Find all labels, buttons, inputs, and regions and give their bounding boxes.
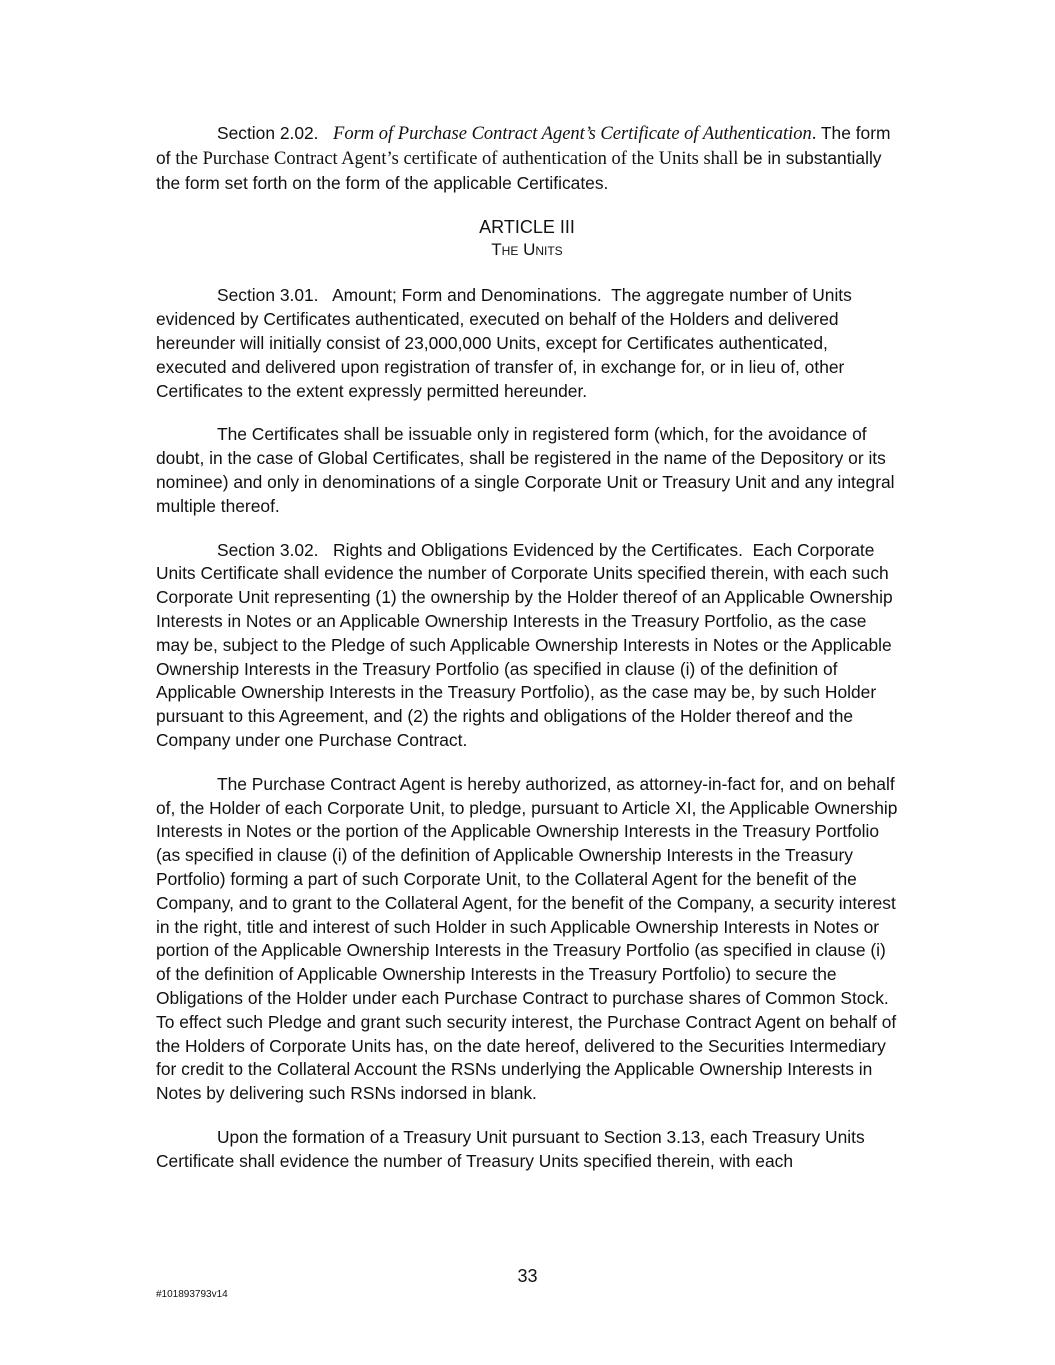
section-3-01-body: The aggregate number of Units evidenced by Certificates authenticated, executed on behalf of the Holders and delivered hereunder will initially consist of 23,000,000 Units, except for Certificates authenticated, executed and delivered upon registration of transfer of, in exchange for, or in lieu of, other Certificates to the extent expressly permitted hereunder. bbox=[156, 285, 852, 401]
section-3-01-number: Section 3.01. bbox=[217, 285, 319, 306]
section-3-02-paragraph bbox=[156, 539, 898, 753]
article-subheading: The Units bbox=[491, 240, 563, 260]
article-heading: ARTICLE III bbox=[479, 217, 575, 238]
section-2-02-text-c: be in substantially the form set forth on the form of the applicable Certificates. bbox=[156, 147, 882, 193]
section-2-02-text-a: The form of bbox=[156, 123, 891, 168]
section-3-02-title: Rights and Obligations Evidenced by the Certificates. bbox=[333, 539, 743, 560]
section-2-02-text-b: the Purchase Contract Agent’s certificate of authentication of the Units shall bbox=[175, 148, 739, 169]
section-3-02-number: Section 3.02. bbox=[217, 539, 319, 560]
document-id: #101893793v14 bbox=[156, 1289, 228, 1300]
section-3-02-paragraph-3: Upon the formation of a Treasury Unit pursuant to Section 3.13, each Treasury Units Certificate shall evidence the number of Treasury Units specified therein, with each bbox=[156, 1126, 865, 1171]
page-number: 33 bbox=[517, 1266, 538, 1286]
section-3-02-paragraph-2: The Purchase Contract Agent is hereby authorized, as attorney-in-fact for, and on behalf of, the Holder of each Corporate Unit, to pledge, pursuant to Article XI, the Applicable Ownership Interests in Notes or the portion of the Applicable Ownership Interests in the Treasury Portfolio (as specified in clause (i) of the definition of Applicable Ownership Interests in the Treasury Portfolio) forming a part of such Corporate Unit, to the Collateral Agent for the benefit of the Company, and to grant to the Collateral Agent, for the benefit of the Company, a security interest in the right, title and interest of such Holder in such Applicable Ownership Interests in Notes or portion of the Applicable Ownership Interests in the Treasury Portfolio (as specified in clause (i) of the definition of Applicable Ownership Interests in the Treasury Portfolio) to secure the Obligations of the Holder under each Purchase Contract to purchase shares of Common Stock. To effect such Pledge and grant such security interest, the Purchase Contract Agent on behalf of the Holders of Corporate Units has, on the date hereof, delivered to the Securities Intermediary for credit to the Collateral Account the RSNs underlying the Applicable Ownership Interests in Notes by delivering such RSNs indorsed in blank. bbox=[156, 773, 898, 1104]
section-3-01-title: Amount; Form and Denominations. bbox=[332, 285, 602, 306]
document-page bbox=[156, 122, 898, 1193]
section-2-02-paragraph: Section 2.02. Form of Purchase Contract Agent’s Certificate of Authentication. The form of the Purchase Contract Agent’s certificate of authentication of the Units shall be in substantially the form set forth on the form of the applicable Certificates. bbox=[156, 123, 891, 193]
section-3-02-body: Each Corporate Units Certificate shall evidence the number of Corporate Units specified therein, with each such Corporate Unit representing (1) the ownership by the Holder thereof of an Applicable Ownership Interests in Notes or an Applicable Ownership Interests in the Treasury Portfolio, as the case may be, subject to the Pledge of such Applicable Ownership Interests in Notes or the Applicable Ownership Interests in the Treasury Portfolio (as specified in clause (i) of the definition of Applicable Ownership Interests in the Treasury Portfolio), as the case may be, by such Holder pursuant to this Agreement, and (2) the rights and obligations of the Holder thereof and the Company under one Purchase Contract. bbox=[156, 539, 893, 750]
section-3-01-paragraph bbox=[156, 284, 898, 403]
section-3-01-paragraph-2: The Certificates shall be issuable only in registered form (which, for the avoidance of doubt, in the case of Global Certificates, shall be registered in the name of the Depository or its nominee) and only in denominations of a single Corporate Unit or Treasury Unit and any integral multiple thereof. bbox=[156, 424, 895, 516]
section-2-02-title: Form of Purchase Contract Agent’s Certificate of Authentication bbox=[333, 124, 812, 144]
section-2-02-number: Section 2.02. bbox=[217, 123, 319, 143]
